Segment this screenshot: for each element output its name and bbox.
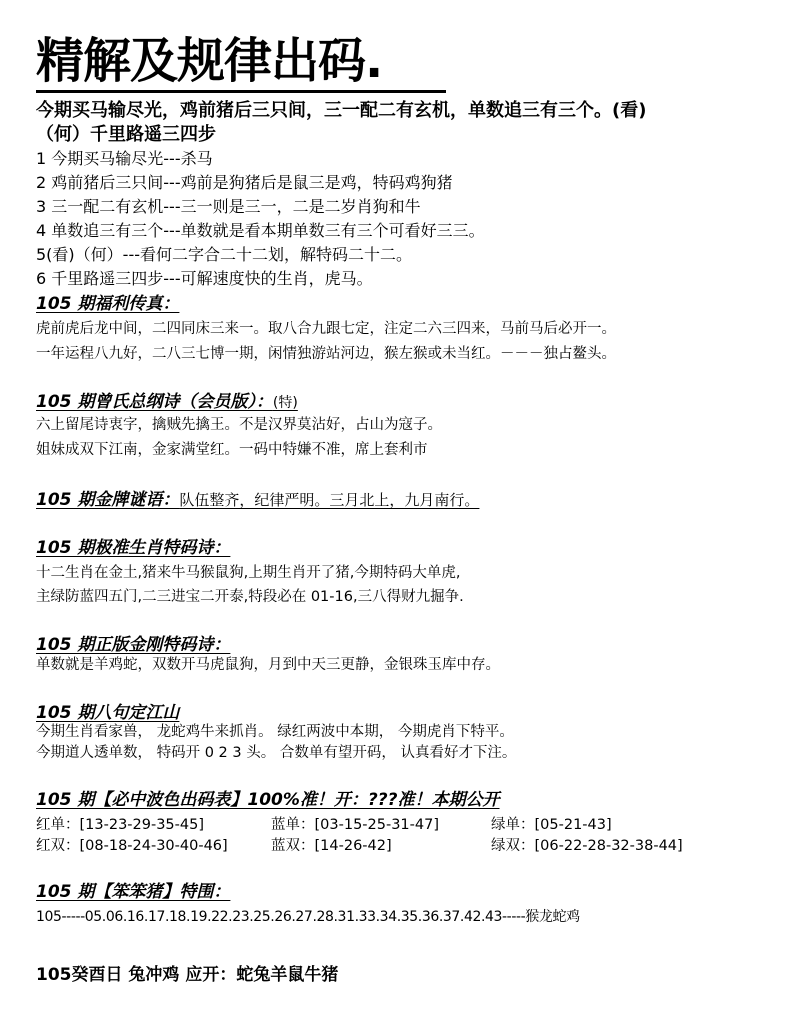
bose-blue-double: 蓝双：[14-26-42] <box>271 838 392 854</box>
zeng-heading-row <box>36 390 298 415</box>
zhengban-line-1: 单数就是羊鸡蛇，双数开马虎鼠狗，月到中天三更静，金银珠玉库中存。 <box>36 657 500 673</box>
jizhun-line-1: 十二生肖在金土,猪来牛马猴鼠狗,上期生肖开了猪,今期特码大单虎, <box>36 565 461 581</box>
explain-item-3: 3 三一配二有玄机---三一则是三一，二是二岁肖狗和牛 <box>36 197 421 216</box>
explain-item-5: 5(看)（何）---看何二字合二十二划，解特码二十二。 <box>36 245 412 264</box>
benzhu-heading: 105 期【笨笨猪】特围： <box>36 882 231 902</box>
bose-green-double: 绿双：[06-22-28-32-38-44] <box>491 838 683 854</box>
benzhu-numbers: 105-----05.06.16.17.18.19.22.23.25.26.27.28.31.33.34.35.36.37.42.43-----猴龙蛇鸡 <box>36 909 580 925</box>
bose-row-double <box>36 836 776 856</box>
zeng-line-2: 姐妹成双下江南，金家满堂红。一码中特嫌不准，席上套利市 <box>36 442 428 458</box>
bose-heading: 105 期【必中波色出码表】100%准！开：???准！本期公开 <box>36 790 500 810</box>
jinpai-heading: 105 期金牌谜语： <box>36 490 180 510</box>
jizhun-line-2: 主绿防蓝四五门,二三进宝二开泰,特段必在 01-16,三八得财九掘争. <box>36 589 464 605</box>
fuli-line-1: 虎前虎后龙中间，二四同床三来一。取八合九跟七定，注定二六三四来，马前马后必开一。 <box>36 321 616 337</box>
title-underline <box>36 90 446 93</box>
zhengban-heading: 105 期正版金刚特码诗： <box>36 635 231 655</box>
bose-blue-single: 蓝单：[03-15-25-31-47] <box>271 817 439 833</box>
bose-green-single: 绿单：[05-21-43] <box>491 817 612 833</box>
bose-red-double: 红双：[08-18-24-30-40-46] <box>36 838 228 854</box>
zeng-note: (特) <box>272 395 298 411</box>
zeng-line-1: 六上留尾诗衷字，擒贼先擒王。不是汉界莫沾好，占山为寇子。 <box>36 417 442 433</box>
page-title: 精解及规律出码. <box>36 33 383 89</box>
explain-item-1: 1 今期买马输尽光---杀马 <box>36 149 213 168</box>
jinpai-heading-row <box>36 488 479 512</box>
jinpai-text: 队伍整齐，纪律严明。三月北上，九月南行。 <box>179 491 480 509</box>
explain-item-4: 4 单数追三有三个---单数就是看本期单数三有三个可看好三三。 <box>36 221 485 240</box>
footer-line: 105癸酉日 兔冲鸡 应开：蛇兔羊鼠牛猪 <box>36 965 339 985</box>
zeng-heading: 105 期曾氏总纲诗（会员版）： <box>36 392 273 412</box>
bagou-heading: 105 期八句定江山 <box>36 703 180 723</box>
bagou-line-2: 今期道人透单数， 特码开 0 2 3 头。 合数单有望开码， 认真看好才下注。 <box>36 745 517 761</box>
bagou-line-1: 今期生肖看家兽， 龙蛇鸡牛来抓肖。 绿红两波中本期， 今期虎肖下特平。 <box>36 724 514 740</box>
fuli-line-2: 一年运程八九好，二八三七博一期，闲情独游站河边，猴左猴或未当红。－－－独占鳌头。 <box>36 346 616 362</box>
jizhun-heading: 105 期极准生肖特码诗： <box>36 538 231 558</box>
bose-row-single <box>36 815 776 835</box>
explain-item-6: 6 千里路遥三四步---可解速度快的生肖，虎马。 <box>36 269 373 288</box>
lead-line-1: 今期买马输尽光，鸡前猪后三只间，三一配二有玄机，单数追三有三个。(看) <box>36 100 647 121</box>
bose-red-single: 红单：[13-23-29-35-45] <box>36 817 204 833</box>
explain-item-2: 2 鸡前猪后三只间---鸡前是狗猪后是鼠三是鸡，特码鸡狗猪 <box>36 173 453 192</box>
fuli-heading: 105 期福利传真： <box>36 294 180 314</box>
lead-line-2: （何）千里路遥三四步 <box>36 124 216 145</box>
